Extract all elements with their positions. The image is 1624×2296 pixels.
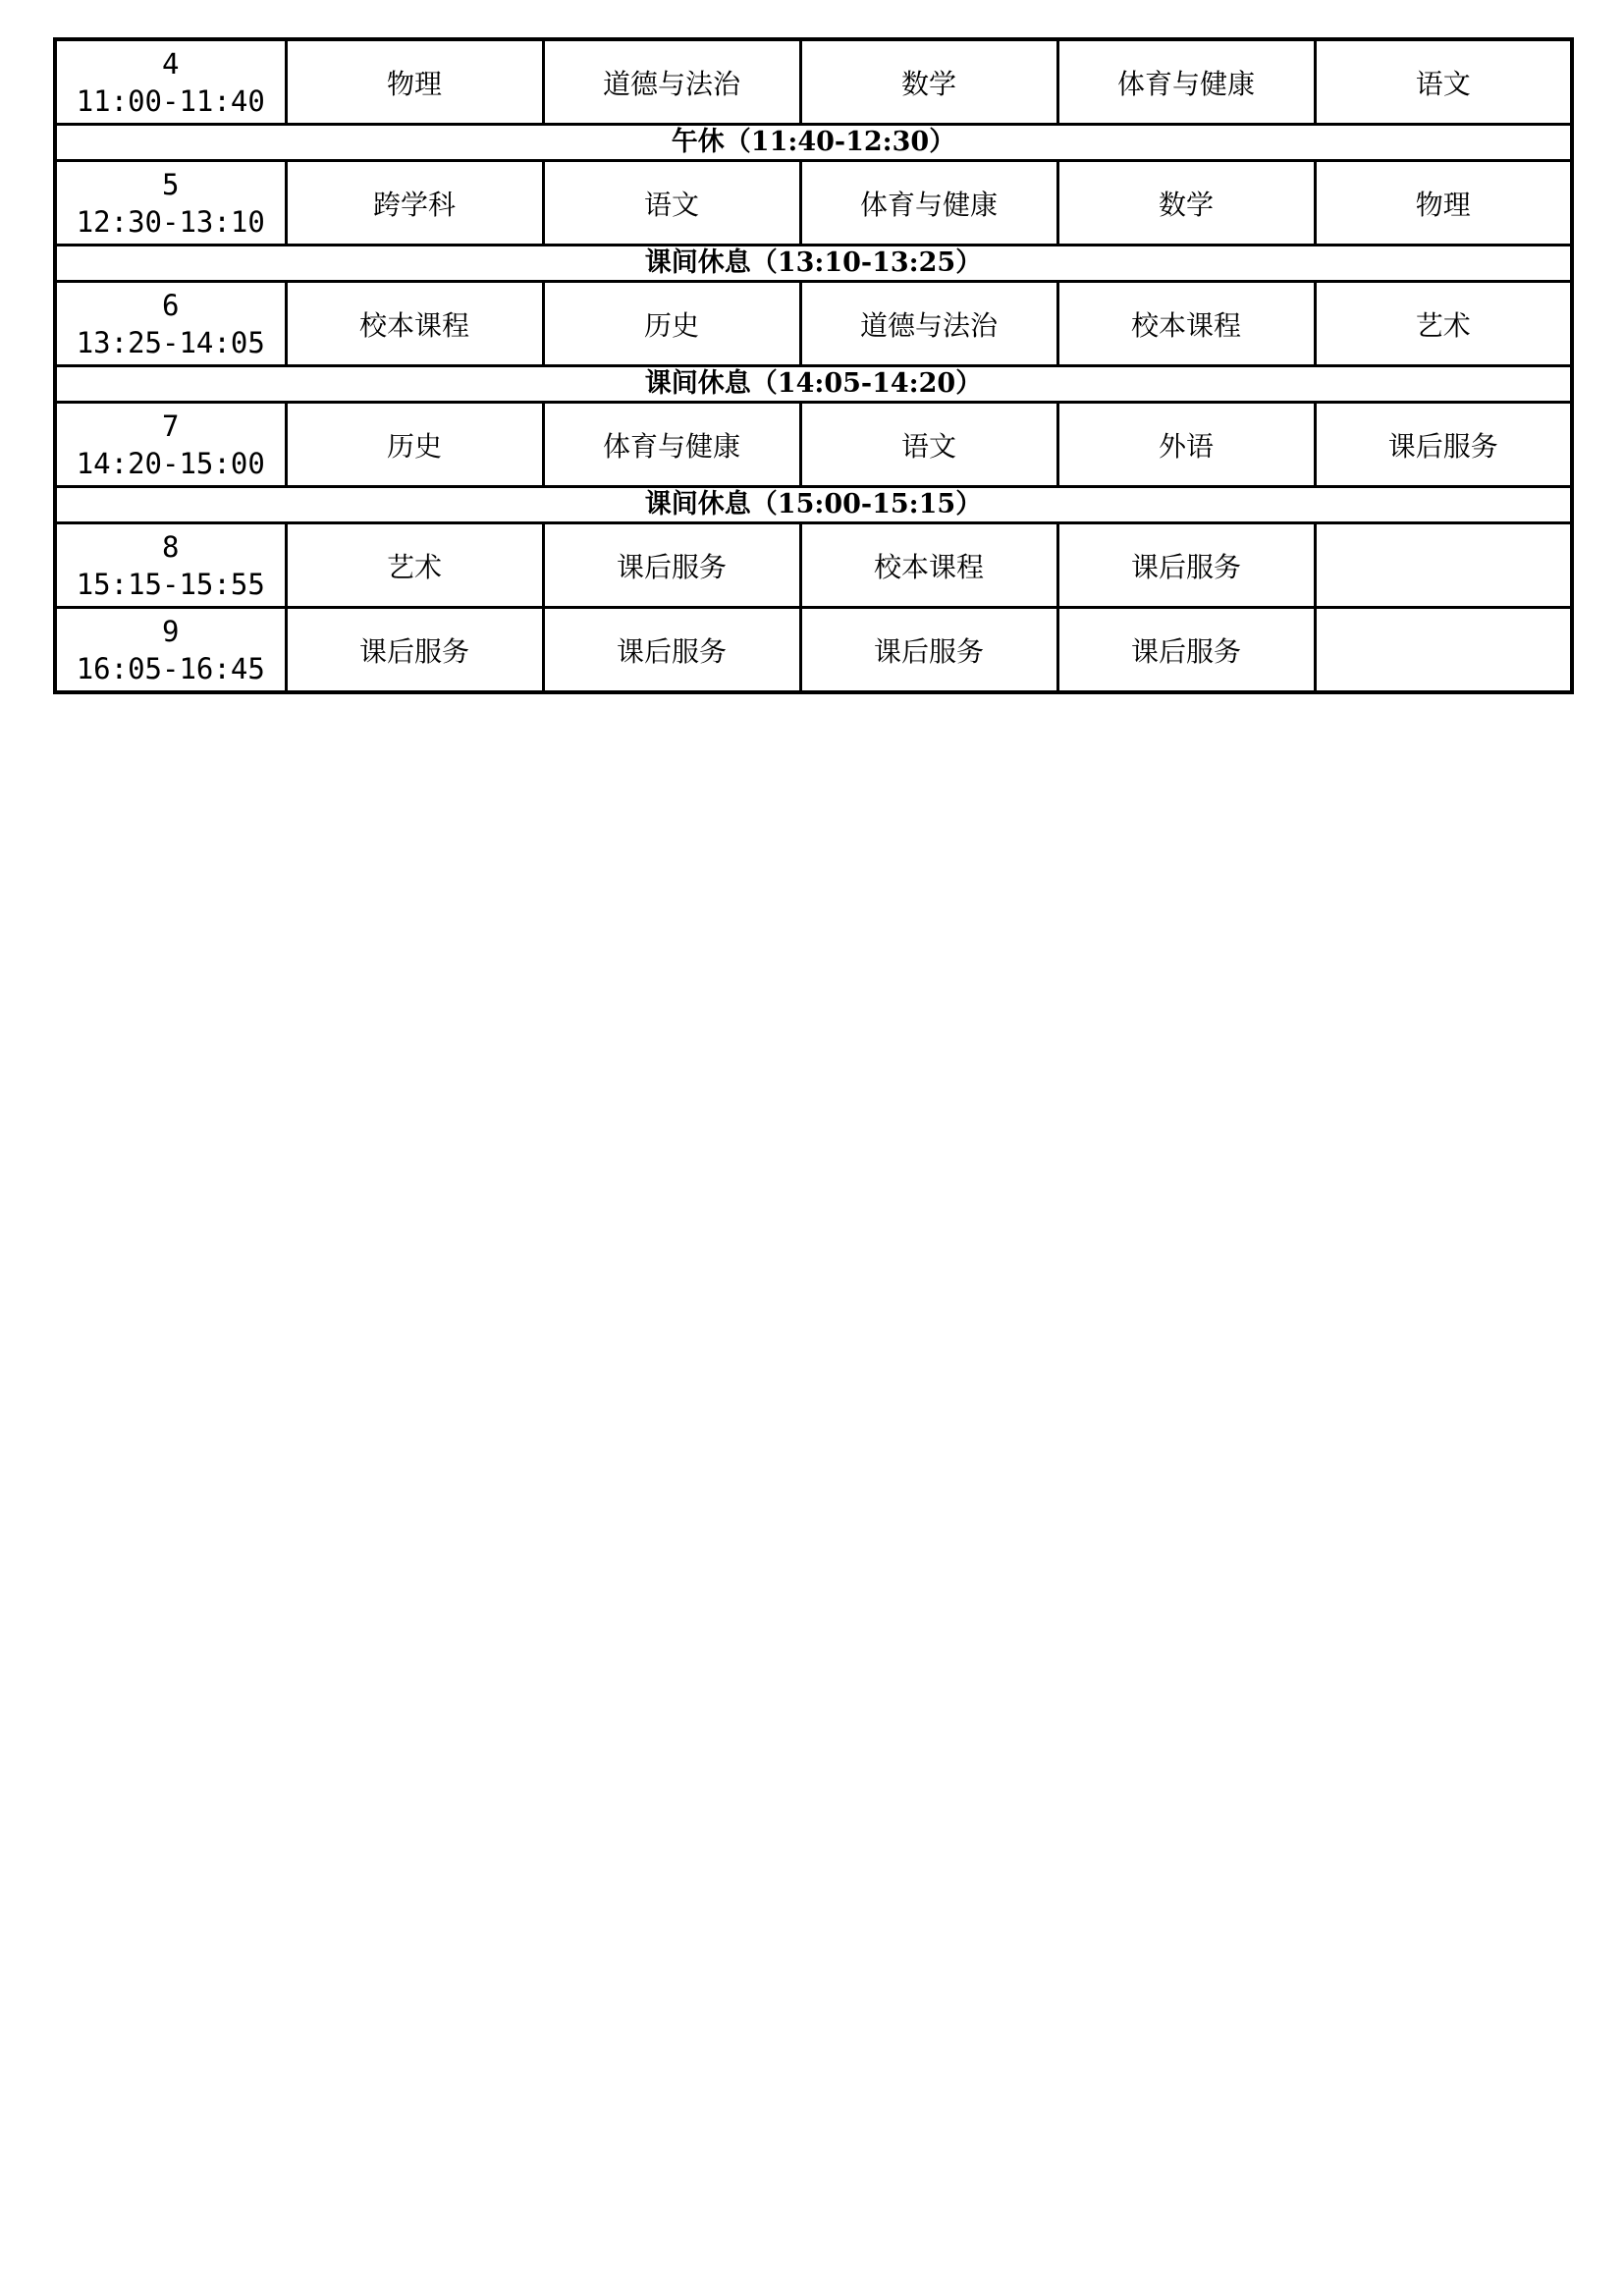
class-break-row	[55, 246, 1572, 282]
period-time: 16:05-16:45	[76, 651, 265, 685]
subject-cell-thu: 外语	[1057, 403, 1315, 487]
subject-cell-wed: 数学	[800, 39, 1057, 125]
subject-cell-tue: 课后服务	[543, 608, 800, 693]
period-row-9	[55, 608, 1572, 693]
period-time-cell	[55, 161, 286, 246]
period-row-5	[55, 161, 1572, 246]
period-number: 8	[162, 529, 180, 564]
subject-cell-wed: 校本课程	[800, 523, 1057, 608]
class-break-label: 课间休息（14:05-14:20）	[55, 366, 1572, 403]
subject-cell-tue: 体育与健康	[543, 403, 800, 487]
subject-cell-tue: 道德与法治	[543, 39, 800, 125]
period-time-cell	[55, 403, 286, 487]
class-break-row	[55, 487, 1572, 523]
period-time-cell	[55, 608, 286, 693]
period-number: 6	[162, 288, 180, 322]
period-number: 5	[162, 167, 180, 201]
class-break-label: 课间休息（13:10-13:25）	[55, 246, 1572, 282]
period-time-cell	[55, 523, 286, 608]
subject-cell-thu: 课后服务	[1057, 523, 1315, 608]
class-break-label: 课间休息（15:00-15:15）	[55, 487, 1572, 523]
period-number: 4	[162, 46, 180, 81]
period-number: 7	[162, 409, 180, 443]
subject-cell-thu: 校本课程	[1057, 282, 1315, 366]
period-time: 11:00-11:40	[76, 83, 265, 118]
subject-cell-fri	[1315, 608, 1572, 693]
subject-cell-fri: 语文	[1315, 39, 1572, 125]
lunch-break-label: 午休（11:40-12:30）	[55, 125, 1572, 161]
subject-cell-fri: 物理	[1315, 161, 1572, 246]
subject-cell-mon: 校本课程	[286, 282, 543, 366]
period-time: 13:25-14:05	[76, 325, 265, 359]
period-row-6	[55, 282, 1572, 366]
period-time-cell	[55, 39, 286, 125]
subject-cell-tue: 课后服务	[543, 523, 800, 608]
subject-cell-fri	[1315, 523, 1572, 608]
period-time: 15:15-15:55	[76, 567, 265, 601]
period-time-cell	[55, 282, 286, 366]
subject-cell-mon: 艺术	[286, 523, 543, 608]
class-break-row	[55, 366, 1572, 403]
period-number: 9	[162, 614, 180, 648]
period-row-7	[55, 403, 1572, 487]
subject-cell-wed: 语文	[800, 403, 1057, 487]
subject-cell-fri: 课后服务	[1315, 403, 1572, 487]
class-schedule-table	[53, 37, 1574, 694]
subject-cell-thu: 数学	[1057, 161, 1315, 246]
subject-cell-wed: 道德与法治	[800, 282, 1057, 366]
period-row-8	[55, 523, 1572, 608]
subject-cell-tue: 历史	[543, 282, 800, 366]
subject-cell-fri: 艺术	[1315, 282, 1572, 366]
subject-cell-mon: 历史	[286, 403, 543, 487]
subject-cell-mon: 物理	[286, 39, 543, 125]
period-row-4	[55, 39, 1572, 125]
lunch-break-row	[55, 125, 1572, 161]
period-time: 12:30-13:10	[76, 204, 265, 239]
subject-cell-wed: 体育与健康	[800, 161, 1057, 246]
subject-cell-mon: 跨学科	[286, 161, 543, 246]
subject-cell-tue: 语文	[543, 161, 800, 246]
subject-cell-wed: 课后服务	[800, 608, 1057, 693]
subject-cell-thu: 体育与健康	[1057, 39, 1315, 125]
subject-cell-mon: 课后服务	[286, 608, 543, 693]
subject-cell-thu: 课后服务	[1057, 608, 1315, 693]
period-time: 14:20-15:00	[76, 446, 265, 480]
